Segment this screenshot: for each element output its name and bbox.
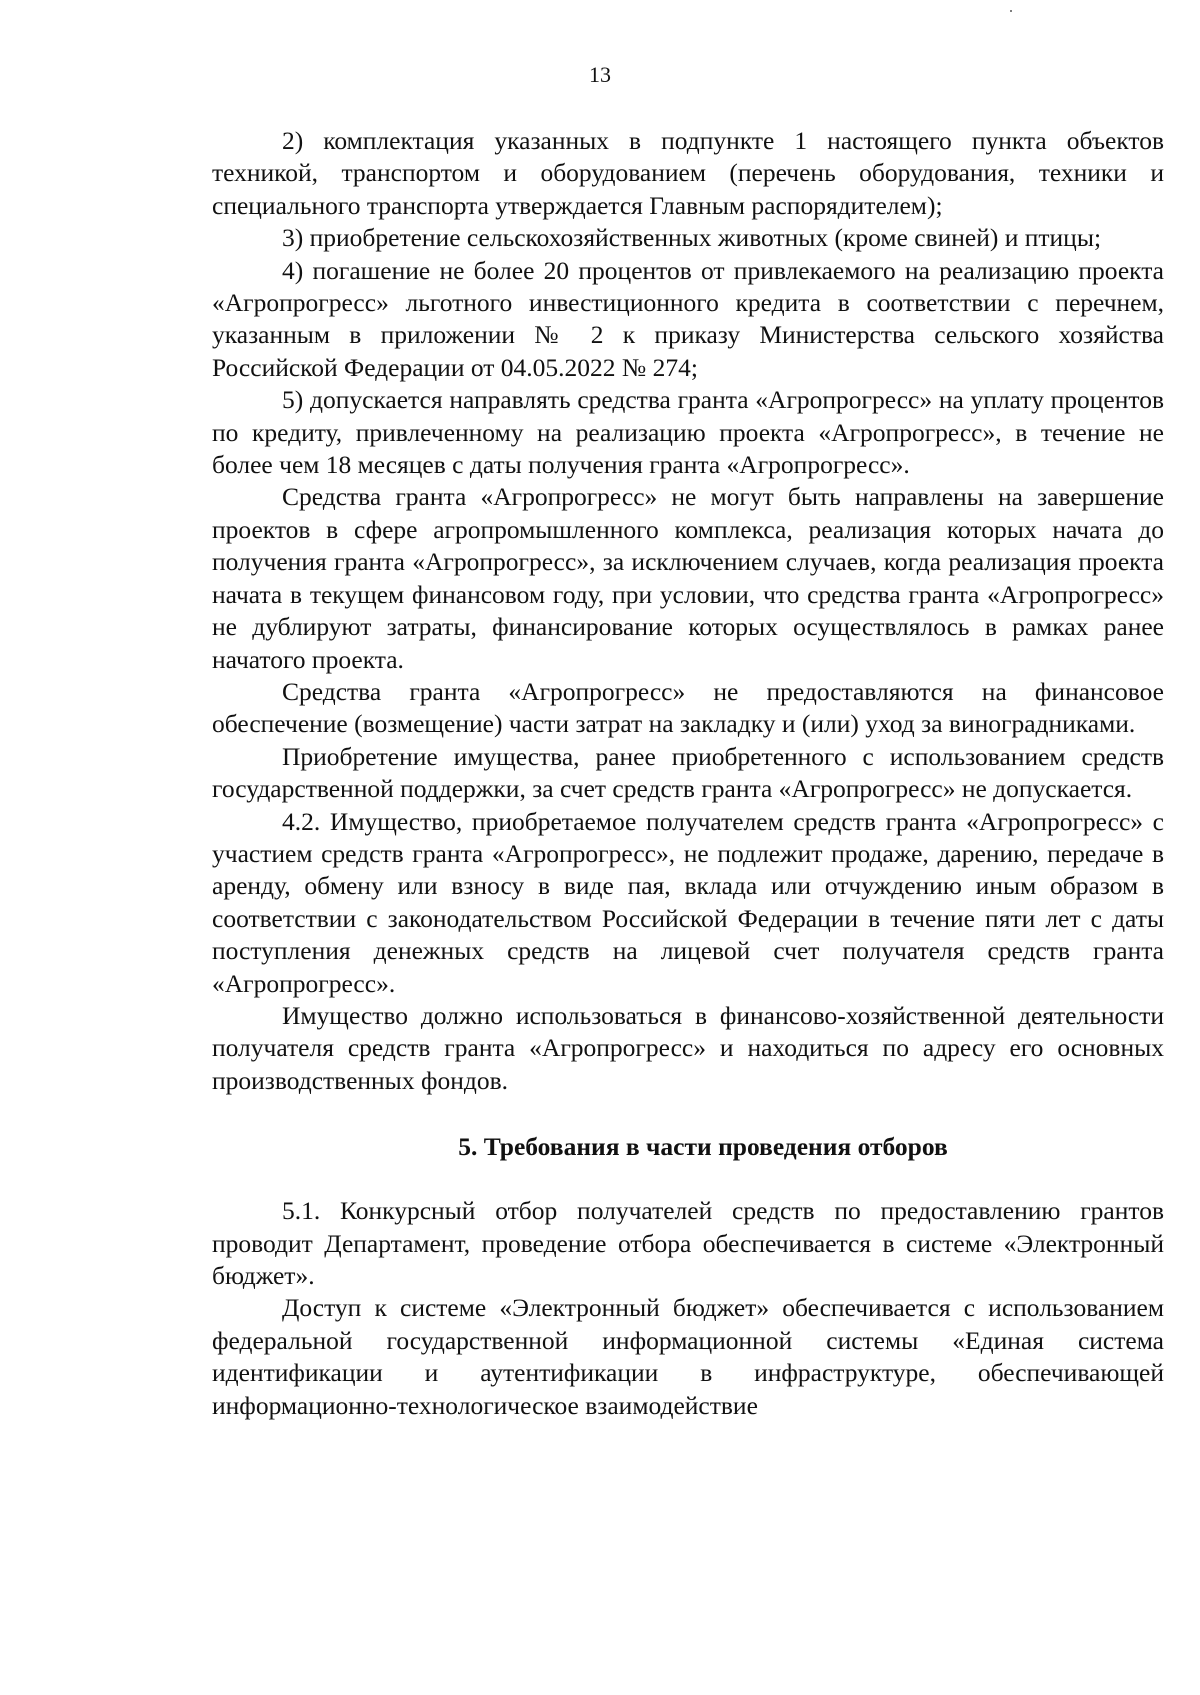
paragraph-5-1: 5.1. Конкурсный отбор получателей средств по предоставлению грантов проводит Департамент, проведение отбора обеспечивается в системе «Электронный бюджет». [212, 1196, 1164, 1290]
paragraph-item-4: 4) погашение не более 20 процентов от привлекаемого на реализацию проекта «Агропрогресс» льготного инвестиционного кредита в соответствии с перечнем, указанным в приложении № 2 к приказу Министерства сельского хозяйства Российской Федерации от 04.05.2022 № 274; [212, 255, 1164, 382]
section-heading: 5. Требования в части проведения отборов [458, 1132, 948, 1162]
paragraph-property-use: Имущество должно использоваться в финансово-хозяйственной деятельности получателя средств гранта «Агропрогресс» и находиться по адресу его основных производственных фондов. [212, 1000, 1164, 1095]
page-number: 13 [589, 62, 611, 87]
paragraph-property-acquisition: Приобретение имущества, ранее приобретенного с использованием средств государственной поддержки, за счет средств гранта «Агропрогресс» не допускается. [212, 741, 1164, 804]
paragraph-electronic-budget-access: Доступ к системе «Электронный бюджет» обеспечивается с использованием федеральной государственной информационной системы «Единая система идентификации и аутентификации в инфраструктуре, обеспечивающей информационно-технологическое взаимодействие [212, 1293, 1164, 1420]
paragraph-vineyards: Средства гранта «Агропрогресс» не предоставляются на финансовое обеспечение (возмещение) части затрат на закладку и (или) уход за виноградниками. [212, 676, 1164, 739]
paragraph-4-2: 4.2. Имущество, приобретаемое получателем средств гранта «Агропрогресс» с участием средств гранта «Агропрогресс», не подлежит продаже, дарению, передаче в аренду, обмену или взносу в виде пая, вклада или отчуждению иным образом в соответствии с законодательством Российской Федерации в течение пяти лет с даты поступления денежных средств на лицевой счет получателя средств гранта «Агропрогресс». [212, 806, 1164, 998]
paragraph-item-5: 5) допускается направлять средства гранта «Агропрогресс» на уплату процентов по кредиту, привлеченному на реализацию проекта «Агропрогресс», в течение не более чем 18 месяцев с даты получения гранта «Агропрогресс». [212, 385, 1164, 480]
paragraph-item-3: 3) приобретение сельскохозяйственных животных (кроме свиней) и птицы; [282, 223, 1102, 253]
paragraph-grant-restriction: Средства гранта «Агропрогресс» не могут быть направлены на завершение проектов в сфере агропромышленного комплекса, реализация которых начата до получения гранта «Агропрогресс», за исключением случаев, когда реализация проекта начата в текущем финансовом году, при условии, что средства гранта «Агропрогресс» не дублируют затраты, финансирование которых осуществлялось в рамках ранее начатого проекта. [212, 482, 1164, 674]
document-body [212, 125, 1164, 1422]
scan-speck [1010, 10, 1012, 12]
paragraph-item-2: 2) комплектация указанных в подпункте 1 настоящего пункта объектов техникой, транспортом и оборудованием (перечень оборудования, техники и специального транспорта утверждается Главным распорядителем); [212, 126, 1164, 220]
